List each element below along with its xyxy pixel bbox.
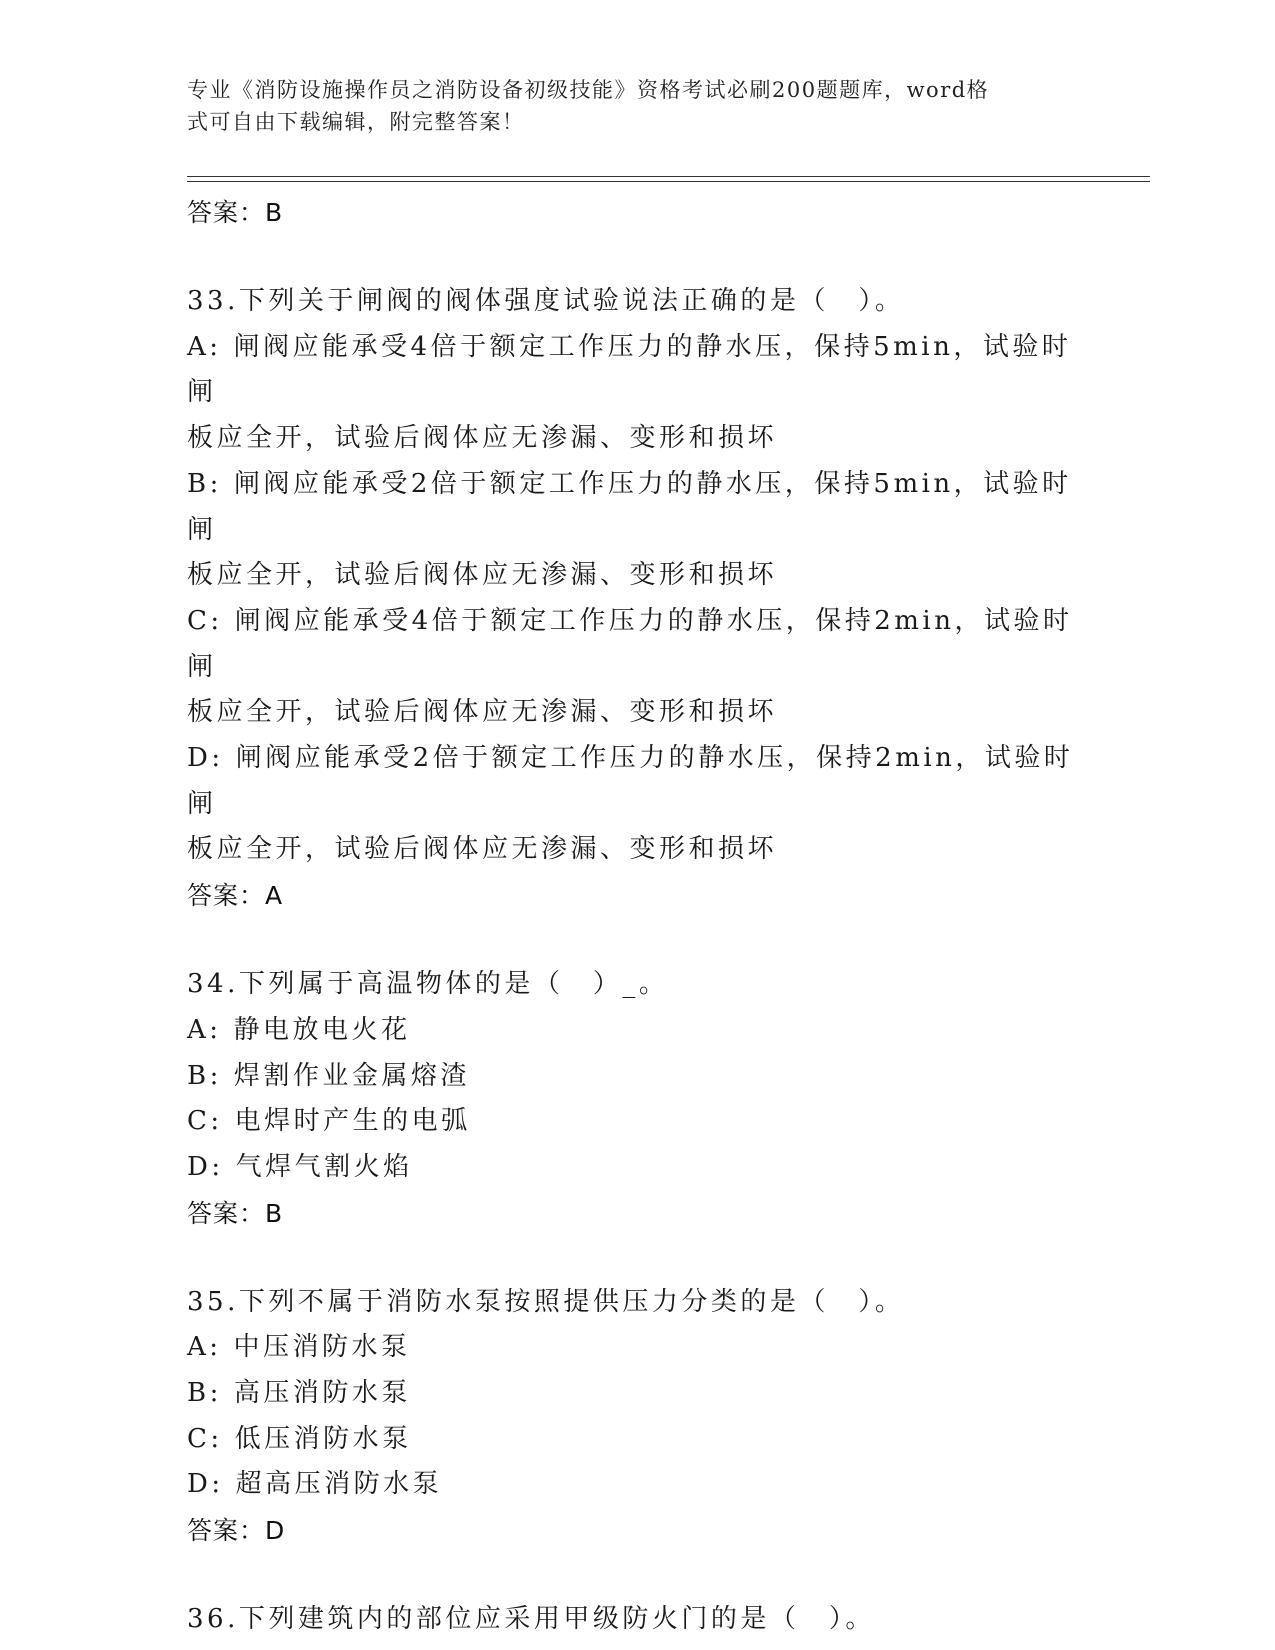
question-stem: 34.下列属于高温物体的是（ ）_。 [187,969,669,1000]
option-text: 焊割作业金属熔渣 [233,1060,470,1091]
option-label: A: [187,1014,222,1045]
option-label: B: [187,1378,222,1409]
option-d [187,1462,1087,1508]
document-header [187,74,1067,138]
header-line-1: 专业《消防设施操作员之消防设备初级技能》资格考试必刷200题题库，word格 [187,78,990,102]
spacer [187,919,1087,962]
option-a [187,1325,1087,1371]
option-label: D: [187,1151,224,1182]
header-divider-thin [187,176,1150,177]
option-text: 超高压消防水泵 [235,1469,443,1500]
question-stem: 35.下列不属于消防水泵按照提供压力分类的是（ ）。 [187,1286,905,1317]
option-a [187,325,1087,416]
option-text: 电焊时产生的电弧 [234,1106,471,1137]
prev-answer: 答案：B [187,198,284,227]
option-text: 闸阀应能承受2倍于额定工作压力的静水压，保持2min，试验时闸 [187,743,1074,819]
question-list [187,190,1087,1643]
option-d [187,736,1087,827]
option-a [187,1008,1087,1054]
option-text: 高压消防水泵 [233,1378,411,1409]
option-text: 闸阀应能承受4倍于额定工作压力的静水压，保持5min，试验时闸 [187,331,1072,408]
option-c [187,1417,1087,1463]
option-text: 低压消防水泵 [234,1423,412,1454]
option-d-continued: 板应全开，试验后阀体应无渗漏、变形和损坏 [187,834,778,865]
option-label: B: [187,1060,222,1091]
option-c [187,599,1087,690]
spacer [187,1554,1087,1597]
option-a-continued: 板应全开，试验后阀体应无渗漏、变形和损坏 [187,423,778,454]
question-34 [187,962,1087,1237]
option-label: A: [187,1332,222,1363]
option-label: C: [187,1423,223,1454]
answer: 答案：A [187,881,284,911]
question-33 [187,279,1087,919]
answer: 答案：D [187,1516,286,1546]
option-text: 闸阀应能承受2倍于额定工作压力的静水压，保持5min，试验时闸 [187,468,1072,545]
option-text: 静电放电火花 [233,1014,411,1045]
option-b [187,1054,1087,1100]
option-text: 闸阀应能承受4倍于额定工作压力的静水压，保持2min，试验时闸 [187,605,1073,682]
option-b-continued: 板应全开，试验后阀体应无渗漏、变形和损坏 [187,560,778,591]
option-c-continued: 板应全开，试验后阀体应无渗漏、变形和损坏 [187,697,778,728]
spacer [187,1237,1087,1280]
option-b [187,1371,1087,1417]
option-label: D: [187,743,224,774]
option-label: C: [187,605,223,636]
option-text: 气焊气割火焰 [235,1151,413,1182]
option-label: D: [187,1469,224,1500]
question-35 [187,1280,1087,1555]
option-d [187,1145,1087,1191]
option-c [187,1099,1087,1145]
question-36 [187,1597,1087,1643]
question-stem: 33.下列关于闸阀的阀体强度试验说法正确的是（ ）。 [187,286,905,316]
option-label: C: [187,1106,223,1137]
header-line-2: 式可自由下载编辑，附完整答案！ [187,110,525,134]
spacer [187,236,1087,279]
option-text: 中压消防水泵 [233,1332,411,1363]
answer: 答案：B [187,1198,284,1228]
option-label: B: [187,468,222,499]
option-label: A: [187,331,222,362]
header-divider-thick [187,181,1150,182]
option-b [187,462,1087,553]
question-stem: 36.下列建筑内的部位应采用甲级防火门的是（ ）。 [187,1604,875,1635]
